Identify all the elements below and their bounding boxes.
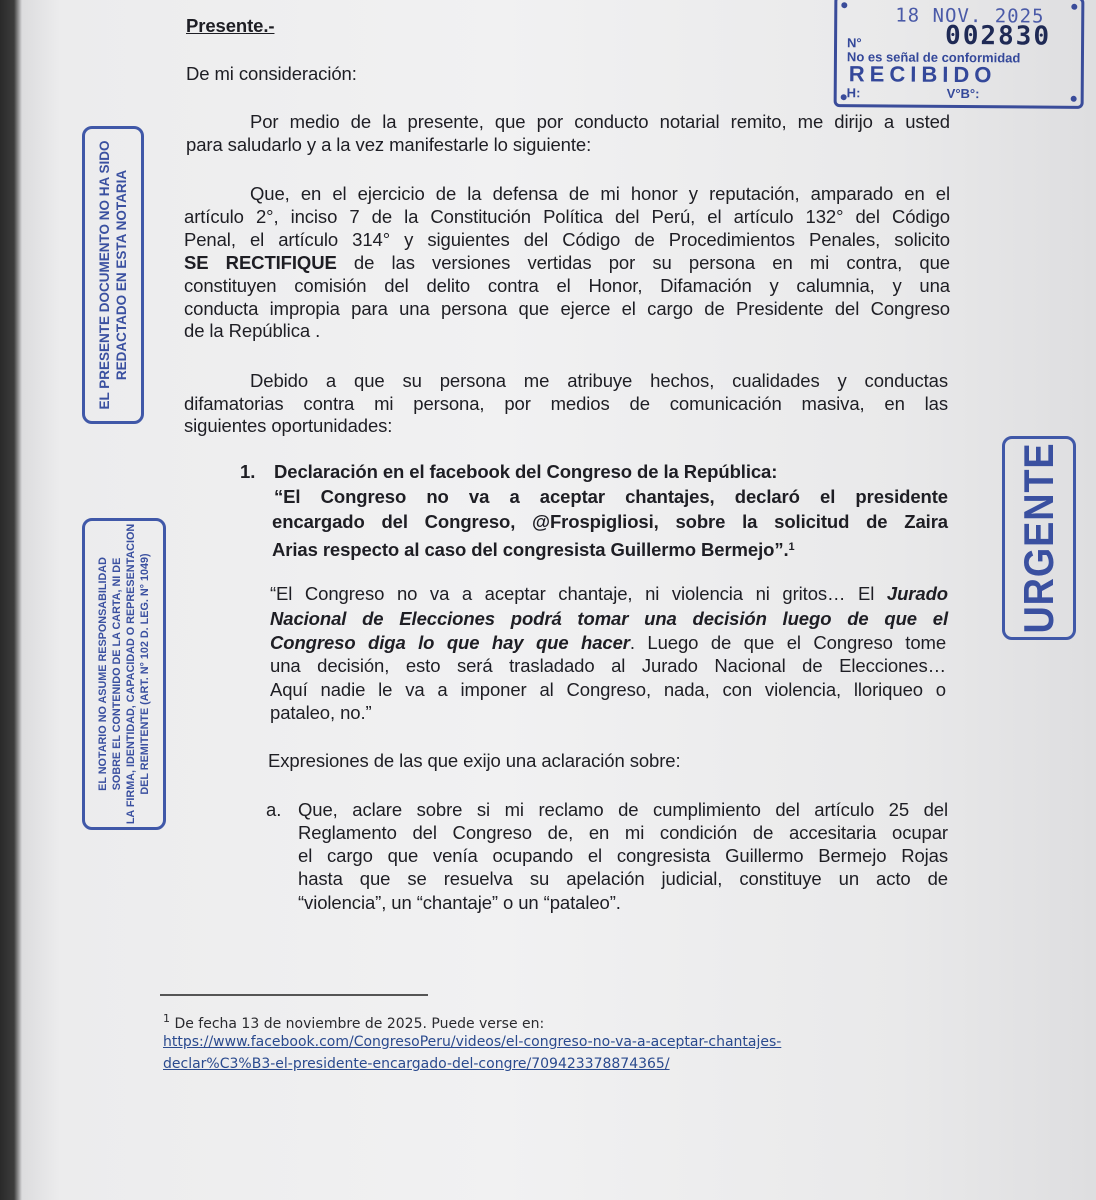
item-a-line-4: hasta que se resuelva su apelación judicial, constituye un acto de <box>298 868 948 889</box>
p2-line-1: Que, en el ejercicio de la defensa de mi honor y reputación, amparado en el <box>250 183 950 204</box>
item1-quote-line-3 <box>272 537 795 560</box>
stamp-number: 002830 <box>945 20 1052 52</box>
p2-line-7: de la República . <box>184 320 321 341</box>
p2-line-4-rest: de las versiones vertidas por su persona en mi contra, que <box>336 252 950 273</box>
stamp-corner-dot <box>1071 96 1077 102</box>
item1-quote-line-1: “El Congreso no va a aceptar chantajes, declaró el presidente <box>274 486 948 507</box>
notaria-line-1: EL PRESENTE DOCUMENTO NO HA SIDO <box>97 140 112 410</box>
p3-line-3: siguientes oportunidades: <box>184 415 393 436</box>
stamp-conformity-note: No es señal de conformidad <box>846 49 1021 66</box>
item1-number: 1. <box>240 461 256 482</box>
resp-line-4: DEL REMITENTE (ART. N° 102 D. LEG. N° 1049) <box>139 553 151 795</box>
stamp-date: 18 NOV. 2025 <box>895 4 1045 28</box>
quote2-line-3-emphasis: Congreso diga lo que hay que hacer <box>270 632 630 653</box>
footnote-text <box>163 1009 544 1034</box>
stamp-corner-dot <box>1071 4 1077 10</box>
quote2-line-2: Nacional de Elecciones podrá tomar una decisión luego de que el <box>270 608 948 629</box>
responsibility-disclaimer-stamp <box>82 518 166 830</box>
stamp-hour-label: H: <box>846 85 861 101</box>
p2-line-2: artículo 2°, inciso 7 de la Constitución Política del Perú, el artículo 132° del Código <box>184 206 950 227</box>
stamp-number-label: N° <box>847 35 862 51</box>
quote2-line-1 <box>270 584 948 604</box>
footnote-url-line-2 <box>163 1054 670 1074</box>
p2-line-6: conducta impropia para una persona que ejerce el cargo de Presidente del Congreso <box>184 298 950 319</box>
notaria-disclaimer-stamp <box>82 126 144 424</box>
item-a-line-5: “violencia”, un “chantaje” o un “pataleo”. <box>298 892 621 913</box>
recibido-stamp <box>834 0 1085 109</box>
item-a-line-1: Que, aclare sobre si mi reclamo de cumplimiento del artículo 25 del <box>298 799 948 820</box>
footnote-date: De fecha 13 de noviembre de 2025. Puede verse en: <box>170 1016 545 1032</box>
footnote-link-1[interactable]: https://www.facebook.com/CongresoPeru/videos/el-congreso-no-va-a-aceptar-chantajes- <box>163 1034 782 1050</box>
resp-line-3: LA FIRMA, IDENTIDAD, CAPACIDAD O REPRESENTACION <box>125 523 137 825</box>
footnote-number: 1 <box>163 1012 170 1025</box>
footnote-rule <box>160 994 428 996</box>
p3-line-2: difamatorias contra mi persona, por medios de comunicación masiva, en las <box>184 393 948 414</box>
item-a-line-2: Reglamento del Congreso de, en mi condición de accesitaria ocupar <box>298 822 948 843</box>
urgente-text: URGENTE <box>1015 442 1062 634</box>
stamp-vb-label: V°B°: <box>946 85 980 102</box>
notaria-line-2: REDACTADO EN ESTA NOTARIA <box>114 169 129 381</box>
quote2-line-1-text: “El Congreso no va a aceptar chantaje, ni violencia ni gritos… El <box>270 583 887 604</box>
resp-line-2: SOBRE EL CONTENIDO DE LA CARTA, NI DE <box>111 557 123 791</box>
item1-quote-line-2: encargado del Congreso, @Frospigliosi, sobre la solicitud de Zaira <box>272 511 948 532</box>
footnote-link-2[interactable]: declar%C3%B3-el-presidente-encargado-del-congre/709423378874365/ <box>163 1056 670 1072</box>
resp-line-1: EL NOTARIO NO ASUME RESPONSABILIDAD <box>97 557 109 791</box>
p1-line-1: Por medio de la presente, que por conducto notarial remito, me dirijo a usted <box>250 111 950 132</box>
p2-line-5: constituyen comisión del delito contra el Honor, Difamación y calumnia, y una <box>184 275 950 296</box>
quote2-line-3 <box>270 633 946 653</box>
quote2-line-5: Aquí nadie le va a imponer al Congreso, nada, con violencia, lloriqueo o <box>270 679 946 700</box>
item-a-line-3: el cargo que venía ocupando el congresista Guillermo Bermejo Rojas <box>298 845 948 866</box>
rectifique-emphasis: SE RECTIFIQUE <box>184 252 337 273</box>
stamp-corner-dot <box>841 94 847 100</box>
expresiones-line: Expresiones de las que exijo una aclaración sobre: <box>268 750 681 771</box>
footnote-ref: 1 <box>788 541 795 553</box>
p1-line-2: para saludarlo y a la vez manifestarle lo siguiente: <box>186 134 592 155</box>
footnote-url-line-1 <box>163 1032 781 1052</box>
item1-quote-line-3-text: Arias respecto al caso del congresista Guillermo Bermejo”. <box>272 539 789 560</box>
p2-line-4 <box>184 253 950 273</box>
salutation: Presente.- <box>186 15 275 36</box>
p2-line-3: Penal, el artículo 314° y siguientes del Código de Procedimientos Penales, solicito <box>184 229 950 250</box>
quote2-line-6: pataleo, no.” <box>270 702 372 723</box>
item1-heading: Declaración en el facebook del Congreso de la República: <box>274 461 778 482</box>
quote2-line-4: una decisión, esto será trasladado al Jurado Nacional de Elecciones… <box>270 655 946 676</box>
p3-line-1: Debido a que su persona me atribuye hechos, cualidades y conductas <box>250 370 948 391</box>
urgente-stamp <box>1002 436 1076 640</box>
stamp-recibido-title: RECIBIDO <box>848 61 997 88</box>
item-a-letter: a. <box>266 799 282 820</box>
quote2-line-3-text: . Luego de que el Congreso tome <box>629 632 947 653</box>
stamp-corner-dot <box>841 2 847 8</box>
quote2-line-1-emphasis: Jurado <box>886 583 948 604</box>
consideration: De mi consideración: <box>186 63 357 84</box>
